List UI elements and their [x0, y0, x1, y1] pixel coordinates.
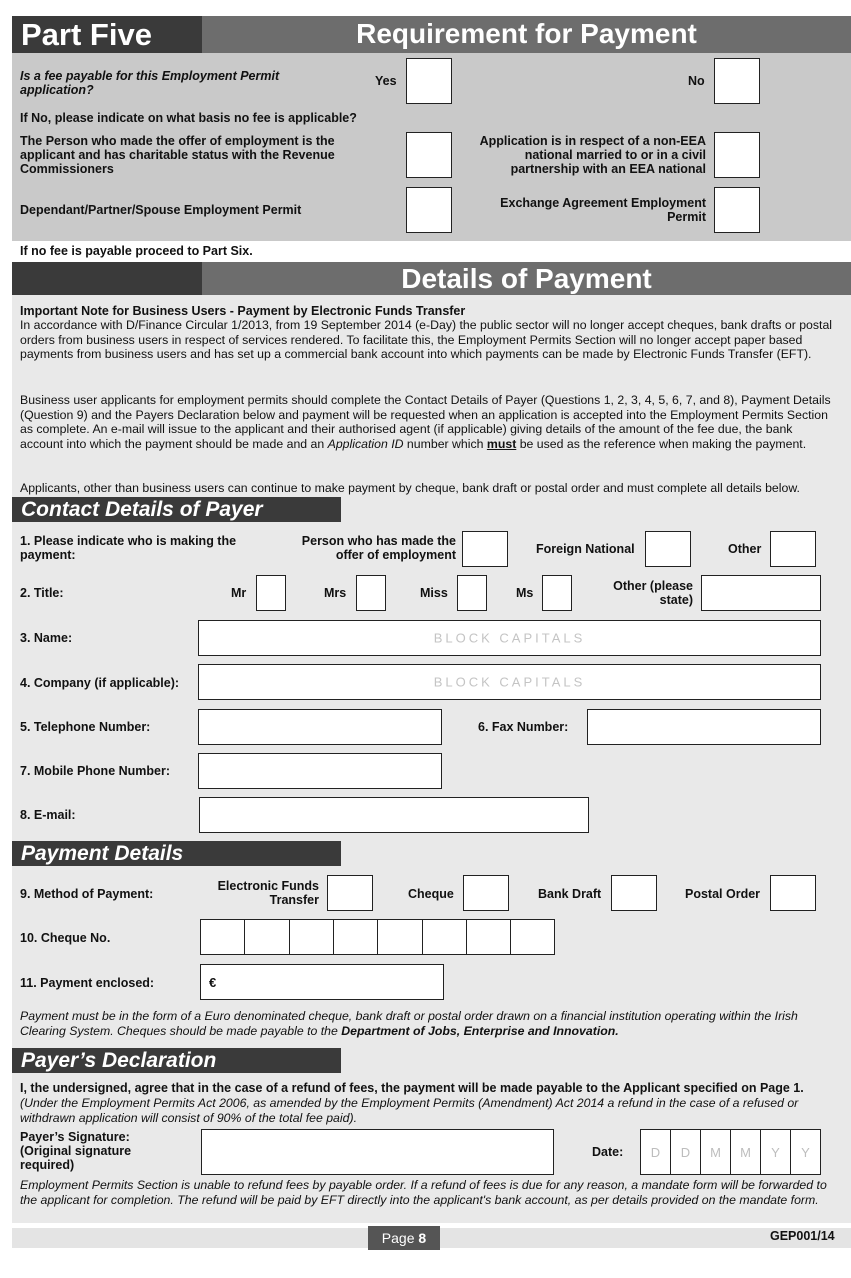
q6-label: 6. Fax Number: — [478, 720, 569, 734]
q5-label: 5. Telephone Number: — [20, 720, 151, 734]
fee-question: Is a fee payable for this Employment Permit application? — [20, 69, 280, 97]
mobile-input[interactable] — [198, 753, 442, 789]
q2-miss-label: Miss — [420, 586, 448, 600]
date-cell-day: D — [641, 1130, 671, 1174]
date-input[interactable] — [640, 1129, 821, 1175]
payers-declaration-title: Payer’s Declaration — [12, 1048, 341, 1073]
telephone-input[interactable] — [198, 709, 442, 745]
cheque-number-input[interactable] — [200, 919, 555, 955]
contact-details-title: Contact Details of Payer — [12, 497, 341, 522]
q1-person-checkbox[interactable] — [462, 531, 508, 567]
business-note-heading: Important Note for Business Users - Payment by Electronic Funds Transfer — [20, 304, 466, 318]
details-header-left — [12, 262, 202, 295]
q9-bank-draft-checkbox[interactable] — [611, 875, 657, 911]
q7-label: 7. Mobile Phone Number: — [20, 764, 171, 778]
company-input[interactable] — [198, 664, 821, 700]
q11-label: 11. Payment enclosed: — [20, 976, 155, 990]
fax-input[interactable] — [587, 709, 821, 745]
exchange-agreement-checkbox[interactable] — [714, 187, 760, 233]
requirement-for-payment-title: Requirement for Payment — [202, 16, 851, 53]
charitable-status-checkbox[interactable] — [406, 132, 452, 178]
no-checkbox[interactable] — [714, 58, 760, 104]
q2-label: 2. Title: — [20, 586, 64, 600]
signature-label: Payer’s Signature: (Original signature required) — [20, 1130, 132, 1172]
cheque-cell-divider — [333, 920, 334, 954]
details-of-payment-title: Details of Payment — [202, 262, 851, 295]
payment-details-title: Payment Details — [12, 841, 341, 866]
non-eea-checkbox[interactable] — [714, 132, 760, 178]
date-label: Date: — [592, 1145, 624, 1159]
q9-postal-order-label: Postal Order — [685, 887, 761, 901]
euro-symbol: € — [209, 975, 217, 990]
no-label: No — [688, 74, 705, 88]
cheque-cell-divider — [422, 920, 423, 954]
q1-foreign-checkbox[interactable] — [645, 531, 691, 567]
applicants-paragraph: Applicants, other than business users can continue to make payment by cheque, bank draft or postal order and must complete all details below. — [20, 481, 800, 495]
refund-note: Employment Permits Section is unable to refund fees by payable order. If a refund of fees is due for any reason, a mandate form will be forwarded to the applicant for completion. The refund will be paid by EFT directly into the applicant's bank account, as per details provided on the mandate form. — [20, 1178, 827, 1207]
q2-mr-label: Mr — [231, 586, 247, 600]
q1-foreign-label: Foreign National — [536, 542, 635, 556]
q2-miss-checkbox[interactable] — [457, 575, 487, 611]
business-user-paragraph: Business user applicants for employment permits should complete the Contact Details of Payer (Questions 1, 2, 3, 4, 5, 6, 7, and 8), Payment Details (Question 9) and the Payers Declaration below and payment will be requested when an application is accepted into the Employment Permits Section as complete. An e-mail will issue to the applicant and their authorised agent (if applicable) giving details of the amount of the fee due, the bank account into which the payment should be made and an Application ID number which must be used as the reference when making the payment. — [20, 393, 831, 451]
page-word: Page — [381, 1230, 415, 1246]
declaration-statement: I, the undersigned, agree that in the case of a refund of fees, the payment will be made payable to the Applicant specified on Page 1. — [20, 1081, 804, 1095]
yes-label: Yes — [375, 74, 397, 88]
q2-mrs-label: Mrs — [324, 586, 347, 600]
q2-other-input[interactable] — [701, 575, 821, 611]
date-cell-month: M — [701, 1130, 731, 1174]
q9-eft-checkbox[interactable] — [327, 875, 373, 911]
form-code: GEP001/14 — [770, 1229, 835, 1243]
name-input[interactable] — [198, 620, 821, 656]
q9-cheque-label: Cheque — [408, 887, 454, 901]
q9-postal-order-checkbox[interactable] — [770, 875, 816, 911]
exchange-agreement-label: Exchange Agreement Employment Permit — [500, 196, 706, 224]
q2-mr-checkbox[interactable] — [256, 575, 286, 611]
q9-eft-label: Electronic Funds Transfer — [217, 879, 319, 907]
email-input[interactable] — [199, 797, 589, 833]
q1-other-label: Other — [728, 542, 762, 556]
yes-checkbox[interactable] — [406, 58, 452, 104]
date-cell-year: Y — [761, 1130, 791, 1174]
q9-label: 9. Method of Payment: — [20, 887, 154, 901]
q2-mrs-checkbox[interactable] — [356, 575, 386, 611]
cheque-cell-divider — [377, 920, 378, 954]
non-eea-label: Application is in respect of a non-EEA national married to or in a civil partnership with an EEA national — [479, 134, 706, 176]
q2-ms-label: Ms — [516, 586, 534, 600]
q1-other-checkbox[interactable] — [770, 531, 816, 567]
q10-label: 10. Cheque No. — [20, 931, 111, 945]
business-note-paragraph: In accordance with D/Finance Circular 1/2013, from 19 September 2014 (e-Day) the public sector will no longer accept cheques, bank drafts or postal orders from business users in respect of services rendered. To facilitate this, the Employment Permits Section will no longer accept paper based payments from business users and has set up a commercial bank account into which payments can be made by Electronic Funds Transfer (EFT). — [20, 318, 833, 361]
q1-person-label: Person who has made the offer of employment — [301, 534, 456, 562]
cheque-cell-divider — [244, 920, 245, 954]
cheque-cell-divider — [510, 920, 511, 954]
payment-form-note: Payment must be in the form of a Euro denominated cheque, bank draft or postal order drawn on a financial institution operating within the Irish Clearing System. Cheques should be made payable to the Department of Jobs, Enterprise and Innovation. — [20, 1009, 798, 1038]
signature-input[interactable] — [201, 1129, 554, 1175]
proceed-note: If no fee is payable proceed to Part Six. — [20, 244, 253, 258]
q1-label: 1. Please indicate who is making the payment: — [20, 534, 237, 562]
charitable-status-label: The Person who made the offer of employment is the applicant and has charitable status with the Revenue Commissioners — [20, 134, 335, 176]
page-number-badge — [368, 1226, 440, 1250]
date-cell-day: D — [671, 1130, 701, 1174]
payment-enclosed-input[interactable] — [200, 964, 444, 1000]
dependant-permit-label: Dependant/Partner/Spouse Employment Permit — [20, 203, 302, 217]
q3-label: 3. Name: — [20, 631, 73, 645]
declaration-note: (Under the Employment Permits Act 2006, as amended by the Employment Permits (Amendment) Act 2014 a refund in the case of a refused or withdrawn application will consist of 90% of the total fee paid). — [20, 1096, 799, 1125]
dependant-permit-checkbox[interactable] — [406, 187, 452, 233]
cheque-cell-divider — [466, 920, 467, 954]
if-no-question: If No, please indicate on what basis no fee is applicable? — [20, 111, 357, 125]
q9-bank-draft-label: Bank Draft — [538, 887, 602, 901]
page-number: 8 — [418, 1230, 427, 1246]
date-cell-month: M — [731, 1130, 761, 1174]
part-five-label: Part Five — [12, 16, 202, 53]
date-cell-year: Y — [801, 1144, 810, 1160]
q9-cheque-checkbox[interactable] — [463, 875, 509, 911]
cheque-cell-divider — [289, 920, 290, 954]
q8-label: 8. E-mail: — [20, 808, 76, 822]
q4-label: 4. Company (if applicable): — [20, 676, 180, 690]
q2-ms-checkbox[interactable] — [542, 575, 572, 611]
name-placeholder: BLOCK CAPITALS — [433, 630, 586, 646]
q2-other-label: Other (please state) — [613, 579, 693, 607]
company-placeholder: BLOCK CAPITALS — [433, 674, 586, 690]
